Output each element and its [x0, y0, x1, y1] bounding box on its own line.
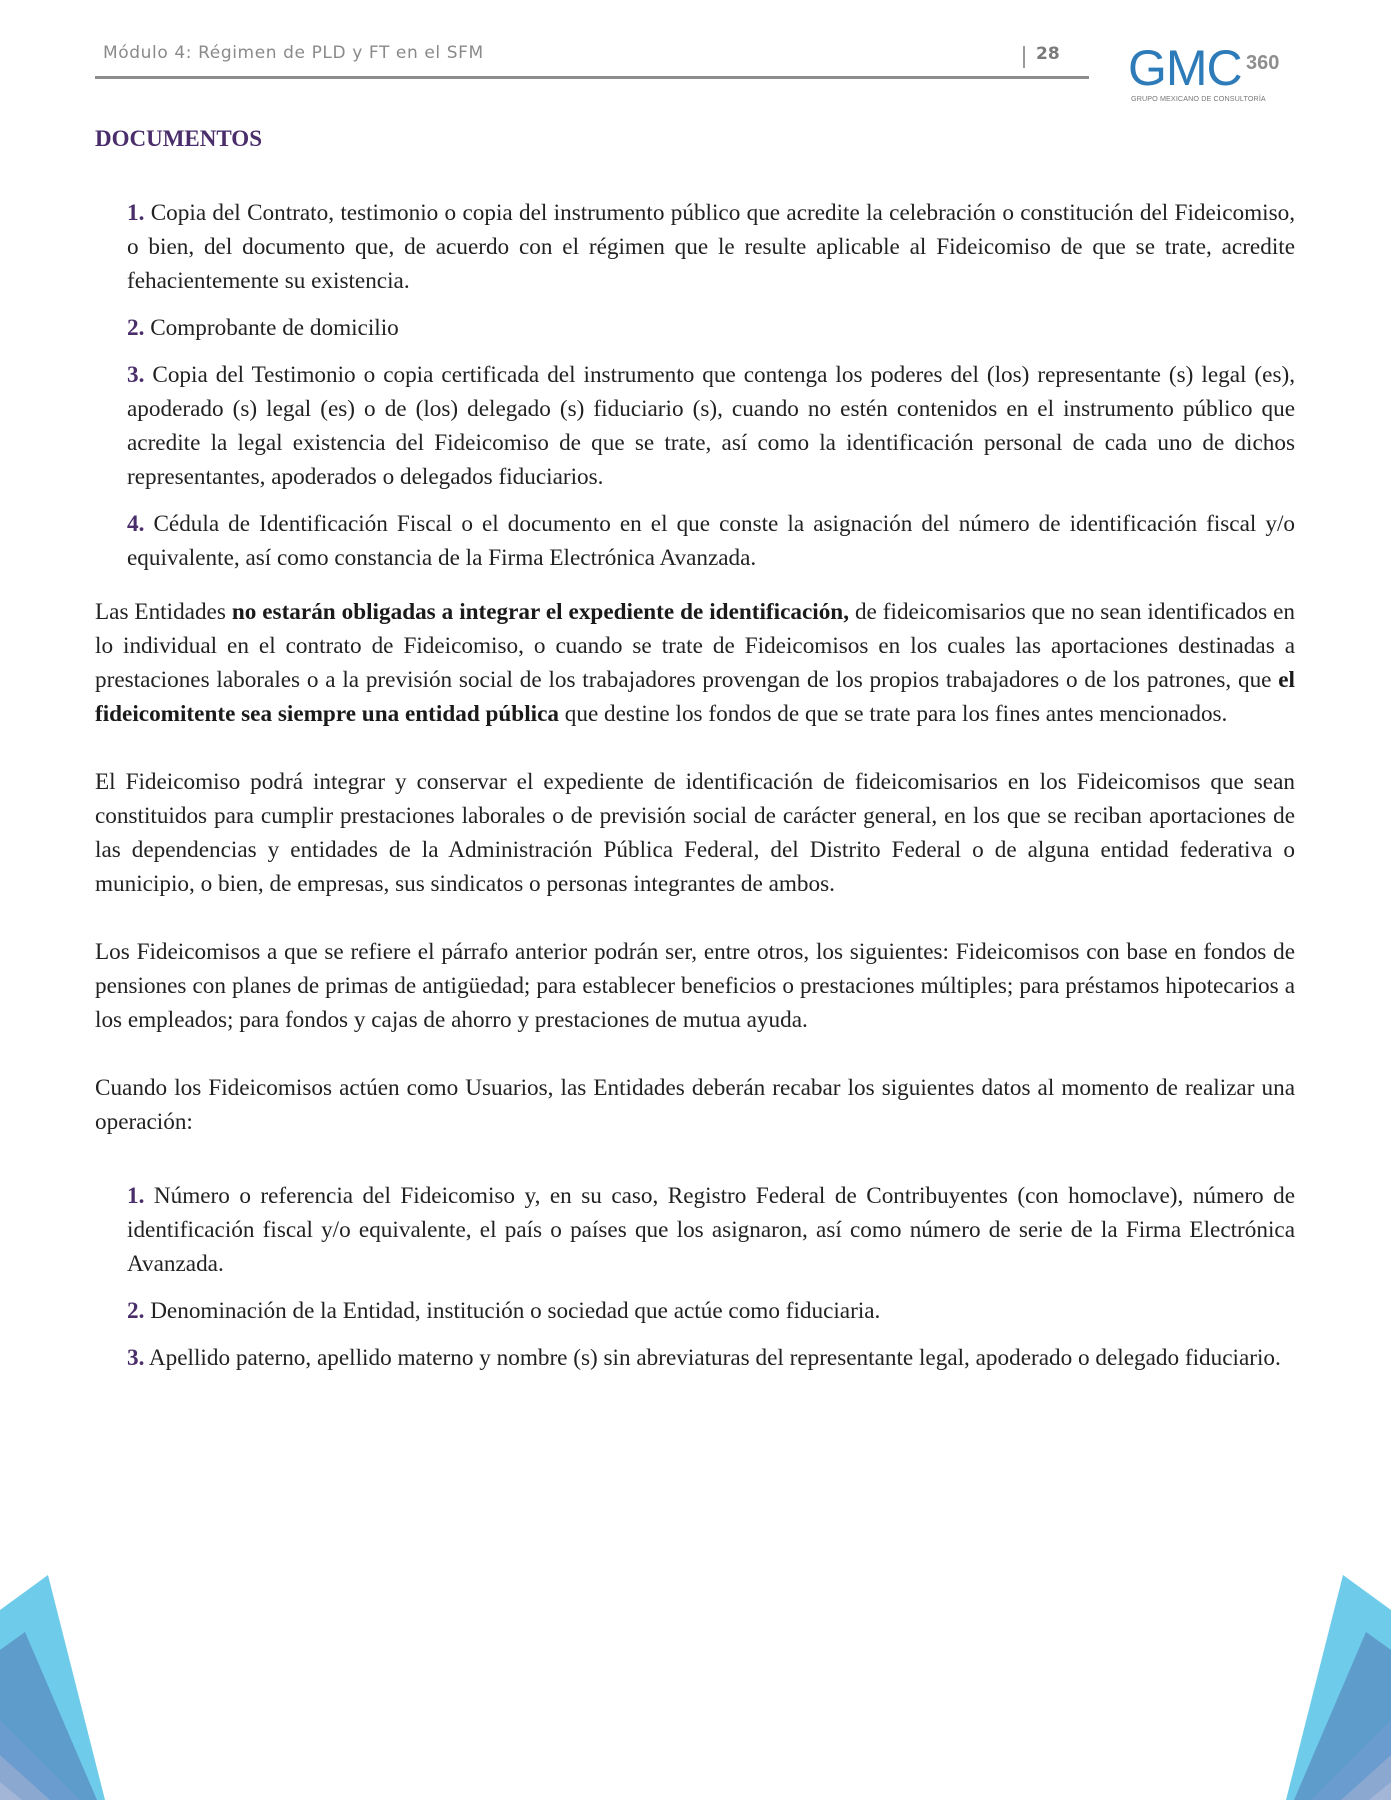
list-item — [127, 196, 1295, 298]
text-run: que destine los fondos de que se trate para los fines antes mencionados. — [558, 701, 1228, 727]
gmc-logo — [1128, 42, 1288, 108]
document-body — [95, 122, 1295, 1388]
list-item — [127, 358, 1295, 494]
decorative-corner-left — [0, 1550, 130, 1800]
logo-subtitle: GRUPO MEXICANO DE CONSULTORÍA — [1131, 94, 1266, 103]
list-text: Denominación de la Entidad, institución o sociedad que actúe como fiduciaria. — [150, 1298, 881, 1324]
list-text: Cédula de Identificación Fiscal o el documento en el que conste la asignación del número de identificación fiscal y/o equivalente, así como constancia de la Firma Electrónica Avanzada. — [127, 511, 1296, 571]
paragraph-users: Cuando los Fideicomisos actúen como Usuarios, las Entidades deberán recabar los siguientes datos al momento de realizar una operación: — [95, 1075, 1295, 1135]
list-text: Número o referencia del Fideicomiso y, en su caso, Registro Federal de Contribuyentes (con homoclave), número de identificación fiscal y/o equivalente, el país o países que los asignaron, así como número de serie de la Firma Electrónica Avanzada. — [127, 1183, 1295, 1277]
list-item — [127, 507, 1295, 575]
list-item — [127, 311, 1295, 345]
module-title: Módulo 4: Régimen de PLD y FT en el SFM — [103, 43, 484, 63]
paragraph-fideicomiso: El Fideicomiso podrá integrar y conservar el expediente de identificación de fideicomisarios en los Fideicomisos que sean constituidos para cumplir prestaciones laborales o de previsión social de carácter general, en los que se reciban aportaciones de las dependencias y entidades de la Administración Pública Federal, del Distrito Federal o de alguna entidad federativa o municipio, o bien, de empresas, sus sindicatos o personas integrantes de ambos. — [95, 769, 1295, 897]
data-list — [127, 1179, 1295, 1375]
section-title: DOCUMENTOS — [95, 126, 262, 151]
list-number: 2. — [127, 315, 145, 341]
page-number-separator — [1023, 46, 1025, 68]
logo-360-badge: 360 — [1246, 52, 1280, 74]
bold-text: no estarán obligadas a integrar el expediente de identificación, — [231, 599, 849, 625]
list-number: 4. — [127, 511, 145, 537]
logo-mark: GMC — [1128, 40, 1242, 96]
list-number: 3. — [127, 362, 145, 388]
list-item — [127, 1341, 1295, 1375]
list-text: Comprobante de domicilio — [150, 315, 399, 341]
list-number: 2. — [127, 1298, 145, 1324]
list-text: Apellido paterno, apellido materno y nombre (s) sin abreviaturas del representante legal, apoderado o delegado fiduciario. — [148, 1345, 1281, 1371]
list-text: Copia del Testimonio o copia certificada del instrumento que contenga los poderes del (los) representante (s) legal (es), apoderado (s) legal (es) o de (los) delegado (s) fiduciario (s), cuando no estén contenidos en el instrumento público que acredite la legal existencia del Fideicomiso de que se trate, así como la identificación personal de cada uno de dichos representantes, apoderados o delegados fiduciarios. — [127, 362, 1295, 490]
decorative-corner-right — [1261, 1550, 1391, 1800]
text-run: Las Entidades — [95, 599, 232, 625]
list-number: 1. — [127, 200, 145, 226]
text-run: de fideicomisarios que no sean identificados en lo individual en el contrato de Fideicomiso, o cuando se trate de Fideicomisos en los cuales las aportaciones destinadas a prestaciones laborales o a la previsión social de los trabajadores provengan de los propios trabajadores o de los patrones, que — [95, 599, 1296, 693]
header-divider — [95, 76, 1089, 79]
list-number: 3. — [127, 1345, 145, 1371]
paragraph-types: Los Fideicomisos a que se refiere el párrafo anterior podrán ser, entre otros, los siguientes: Fideicomisos con base en fondos de pensiones con planes de primas de antigüedad; para establecer beneficios o prestaciones múltiples; para préstamos hipotecarios a los empleados; para fondos y cajas de ahorro y prestaciones de mutua ayuda. — [95, 939, 1295, 1033]
paragraph-exemption — [95, 595, 1295, 731]
bold-text: el fideicomitente sea siempre una entidad pública — [95, 667, 1295, 727]
documents-list — [127, 196, 1295, 575]
list-item — [127, 1179, 1295, 1281]
list-number: 1. — [127, 1183, 145, 1209]
list-item — [127, 1294, 1295, 1328]
page-number: 28 — [1036, 44, 1060, 64]
list-text: Copia del Contrato, testimonio o copia del instrumento público que acredite la celebración o constitución del Fideicomiso, o bien, del documento que, de acuerdo con el régimen que le resulte aplicable al Fideicomiso de que se trate, acredite fehacientemente su existencia. — [127, 200, 1296, 294]
